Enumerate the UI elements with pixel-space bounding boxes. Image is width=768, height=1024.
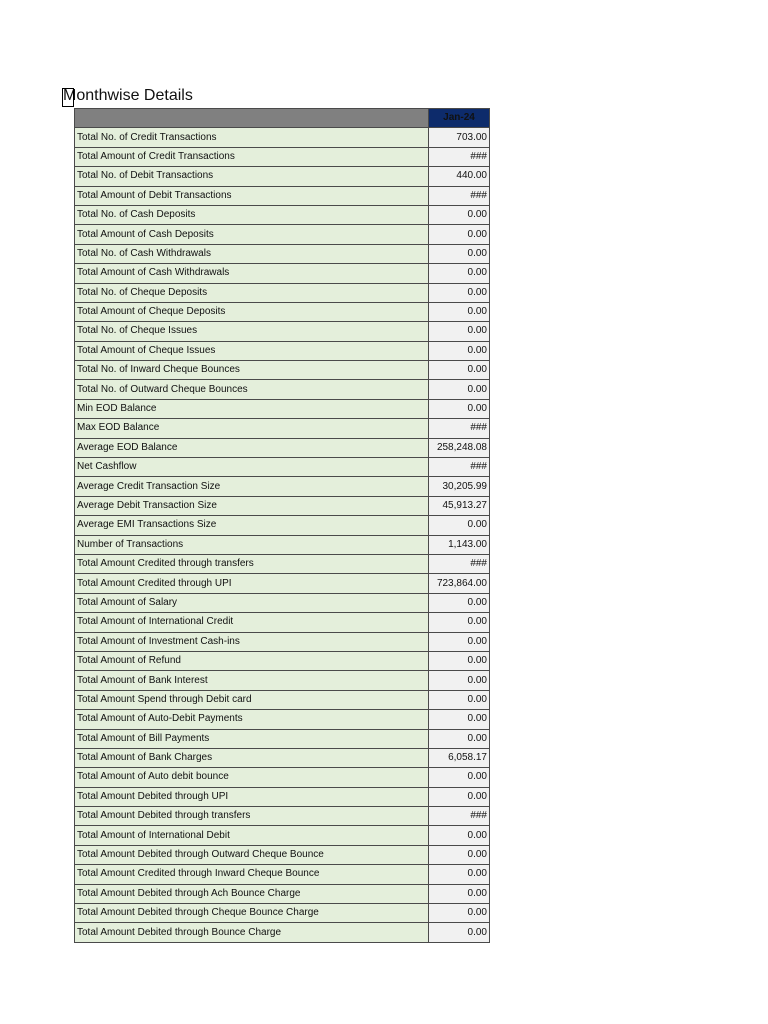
row-value-cell[interactable]: 0.00 [429,361,490,380]
table-row [75,613,490,632]
row-label-cell[interactable]: Max EOD Balance [75,419,429,438]
table-row [75,826,490,845]
table-row [75,205,490,224]
row-value-cell[interactable]: 0.00 [429,710,490,729]
table-row [75,361,490,380]
table-row [75,477,490,496]
row-label-cell[interactable]: Number of Transactions [75,535,429,554]
monthwise-details-table [74,108,490,943]
row-value-cell[interactable]: 6,058.17 [429,748,490,767]
row-label-cell[interactable]: Total No. of Outward Cheque Bounces [75,380,429,399]
table-row [75,884,490,903]
table-row [75,690,490,709]
row-label-cell[interactable]: Total Amount Debited through Cheque Bounce Charge [75,904,429,923]
table-row [75,768,490,787]
table-row [75,651,490,670]
table-row [75,225,490,244]
row-label-cell[interactable]: Total Amount of Cash Withdrawals [75,264,429,283]
table-row [75,380,490,399]
row-value-cell[interactable]: 440.00 [429,167,490,186]
table-row [75,167,490,186]
table-row [75,845,490,864]
row-value-cell[interactable]: 0.00 [429,399,490,418]
table-row [75,244,490,263]
row-label-cell[interactable]: Total Amount Credited through Inward Cheque Bounce [75,865,429,884]
row-value-cell[interactable]: 0.00 [429,205,490,224]
table-row [75,264,490,283]
row-label-cell[interactable]: Average Debit Transaction Size [75,496,429,515]
table-row [75,729,490,748]
table-row [75,923,490,942]
row-value-cell[interactable]: ### [429,554,490,573]
row-label-cell[interactable]: Total Amount of Bill Payments [75,729,429,748]
row-label-cell[interactable]: Total No. of Debit Transactions [75,167,429,186]
row-label-cell[interactable]: Net Cashflow [75,458,429,477]
table-row [75,341,490,360]
row-label-cell[interactable]: Total Amount Debited through Ach Bounce Charge [75,884,429,903]
table-row [75,671,490,690]
row-label-cell[interactable]: Total Amount of Auto debit bounce [75,768,429,787]
row-value-cell[interactable]: 30,205.99 [429,477,490,496]
row-label-cell[interactable]: Total Amount Debited through Outward Cheque Bounce [75,845,429,864]
row-label-cell[interactable]: Total No. of Cash Withdrawals [75,244,429,263]
table-row [75,283,490,302]
row-label-cell[interactable]: Total Amount Credited through transfers [75,554,429,573]
table-row [75,128,490,147]
table-row [75,593,490,612]
table-row [75,787,490,806]
table-row [75,186,490,205]
row-value-cell[interactable]: ### [429,147,490,166]
table-row [75,574,490,593]
table-row [75,399,490,418]
table-body [75,128,490,942]
table-row [75,516,490,535]
row-value-cell[interactable]: ### [429,807,490,826]
row-value-cell[interactable]: 0.00 [429,671,490,690]
row-label-cell[interactable]: Total Amount of Debit Transactions [75,186,429,205]
row-label-cell[interactable]: Total Amount of Bank Charges [75,748,429,767]
row-value-cell[interactable]: 0.00 [429,865,490,884]
row-label-cell[interactable]: Total Amount of Credit Transactions [75,147,429,166]
table-row [75,865,490,884]
row-value-cell[interactable]: 0.00 [429,904,490,923]
table-row [75,419,490,438]
table-row [75,438,490,457]
row-value-cell[interactable]: 45,913.27 [429,496,490,515]
row-value-cell[interactable]: 723,864.00 [429,574,490,593]
row-label-cell[interactable]: Total Amount of Refund [75,651,429,670]
month-column-header[interactable]: Jan-24 [429,109,490,128]
row-value-cell[interactable]: 0.00 [429,516,490,535]
row-value-cell[interactable]: 0.00 [429,826,490,845]
row-value-cell[interactable]: 0.00 [429,632,490,651]
row-label-cell[interactable]: Total Amount of Auto-Debit Payments [75,710,429,729]
table-header-row [75,109,490,128]
table-row [75,554,490,573]
row-value-cell[interactable]: 1,143.00 [429,535,490,554]
row-label-cell[interactable]: Total Amount of Cheque Issues [75,341,429,360]
table-row [75,807,490,826]
row-label-cell[interactable]: Total Amount Spend through Debit card [75,690,429,709]
row-label-cell[interactable]: Total Amount of Investment Cash-ins [75,632,429,651]
table-row [75,632,490,651]
row-value-cell[interactable]: 0.00 [429,884,490,903]
row-value-cell[interactable]: 0.00 [429,845,490,864]
table-row [75,710,490,729]
page-title: Monthwise Details [63,87,193,104]
row-value-cell[interactable]: 0.00 [429,264,490,283]
row-value-cell[interactable]: 0.00 [429,923,490,942]
row-value-cell[interactable]: 0.00 [429,322,490,341]
row-label-cell[interactable]: Total Amount Credited through UPI [75,574,429,593]
row-label-cell[interactable]: Average Credit Transaction Size [75,477,429,496]
row-value-cell[interactable]: 0.00 [429,593,490,612]
row-label-cell[interactable]: Average EMI Transactions Size [75,516,429,535]
table-row [75,535,490,554]
row-value-cell[interactable]: 0.00 [429,225,490,244]
row-label-cell[interactable]: Average EOD Balance [75,438,429,457]
row-label-cell[interactable]: Total Amount of Salary [75,593,429,612]
row-value-cell[interactable]: 703.00 [429,128,490,147]
row-label-cell[interactable]: Total Amount of Bank Interest [75,671,429,690]
table-row [75,147,490,166]
row-value-cell[interactable]: 258,248.08 [429,438,490,457]
row-value-cell[interactable]: 0.00 [429,302,490,321]
row-label-cell[interactable]: Total Amount of Cash Deposits [75,225,429,244]
row-label-cell[interactable]: Total No. of Cheque Issues [75,322,429,341]
row-value-cell[interactable]: 0.00 [429,690,490,709]
table-row [75,748,490,767]
row-value-cell[interactable]: ### [429,186,490,205]
row-label-cell[interactable]: Total Amount Debited through transfers [75,807,429,826]
row-value-cell[interactable]: 0.00 [429,613,490,632]
row-label-cell[interactable]: Total Amount Debited through UPI [75,787,429,806]
cell-selection-cursor [62,88,74,107]
row-label-cell[interactable]: Total Amount of International Debit [75,826,429,845]
row-value-cell[interactable]: 0.00 [429,341,490,360]
table-row [75,302,490,321]
row-label-cell[interactable]: Total Amount of Cheque Deposits [75,302,429,321]
row-label-cell[interactable]: Total No. of Credit Transactions [75,128,429,147]
table-row [75,322,490,341]
label-column-header[interactable] [75,109,429,128]
row-value-cell[interactable]: ### [429,458,490,477]
row-value-cell[interactable]: 0.00 [429,787,490,806]
row-label-cell[interactable]: Total No. of Cash Deposits [75,205,429,224]
row-value-cell[interactable]: 0.00 [429,380,490,399]
table-row [75,458,490,477]
row-label-cell[interactable]: Total No. of Inward Cheque Bounces [75,361,429,380]
row-label-cell[interactable]: Total Amount Debited through Bounce Charge [75,923,429,942]
row-label-cell[interactable]: Total No. of Cheque Deposits [75,283,429,302]
row-label-cell[interactable]: Min EOD Balance [75,399,429,418]
row-value-cell[interactable]: ### [429,419,490,438]
row-value-cell[interactable]: 0.00 [429,244,490,263]
row-label-cell[interactable]: Total Amount of International Credit [75,613,429,632]
row-value-cell[interactable]: 0.00 [429,651,490,670]
row-value-cell[interactable]: 0.00 [429,768,490,787]
table-row [75,904,490,923]
table-row [75,496,490,515]
row-value-cell[interactable]: 0.00 [429,283,490,302]
row-value-cell[interactable]: 0.00 [429,729,490,748]
